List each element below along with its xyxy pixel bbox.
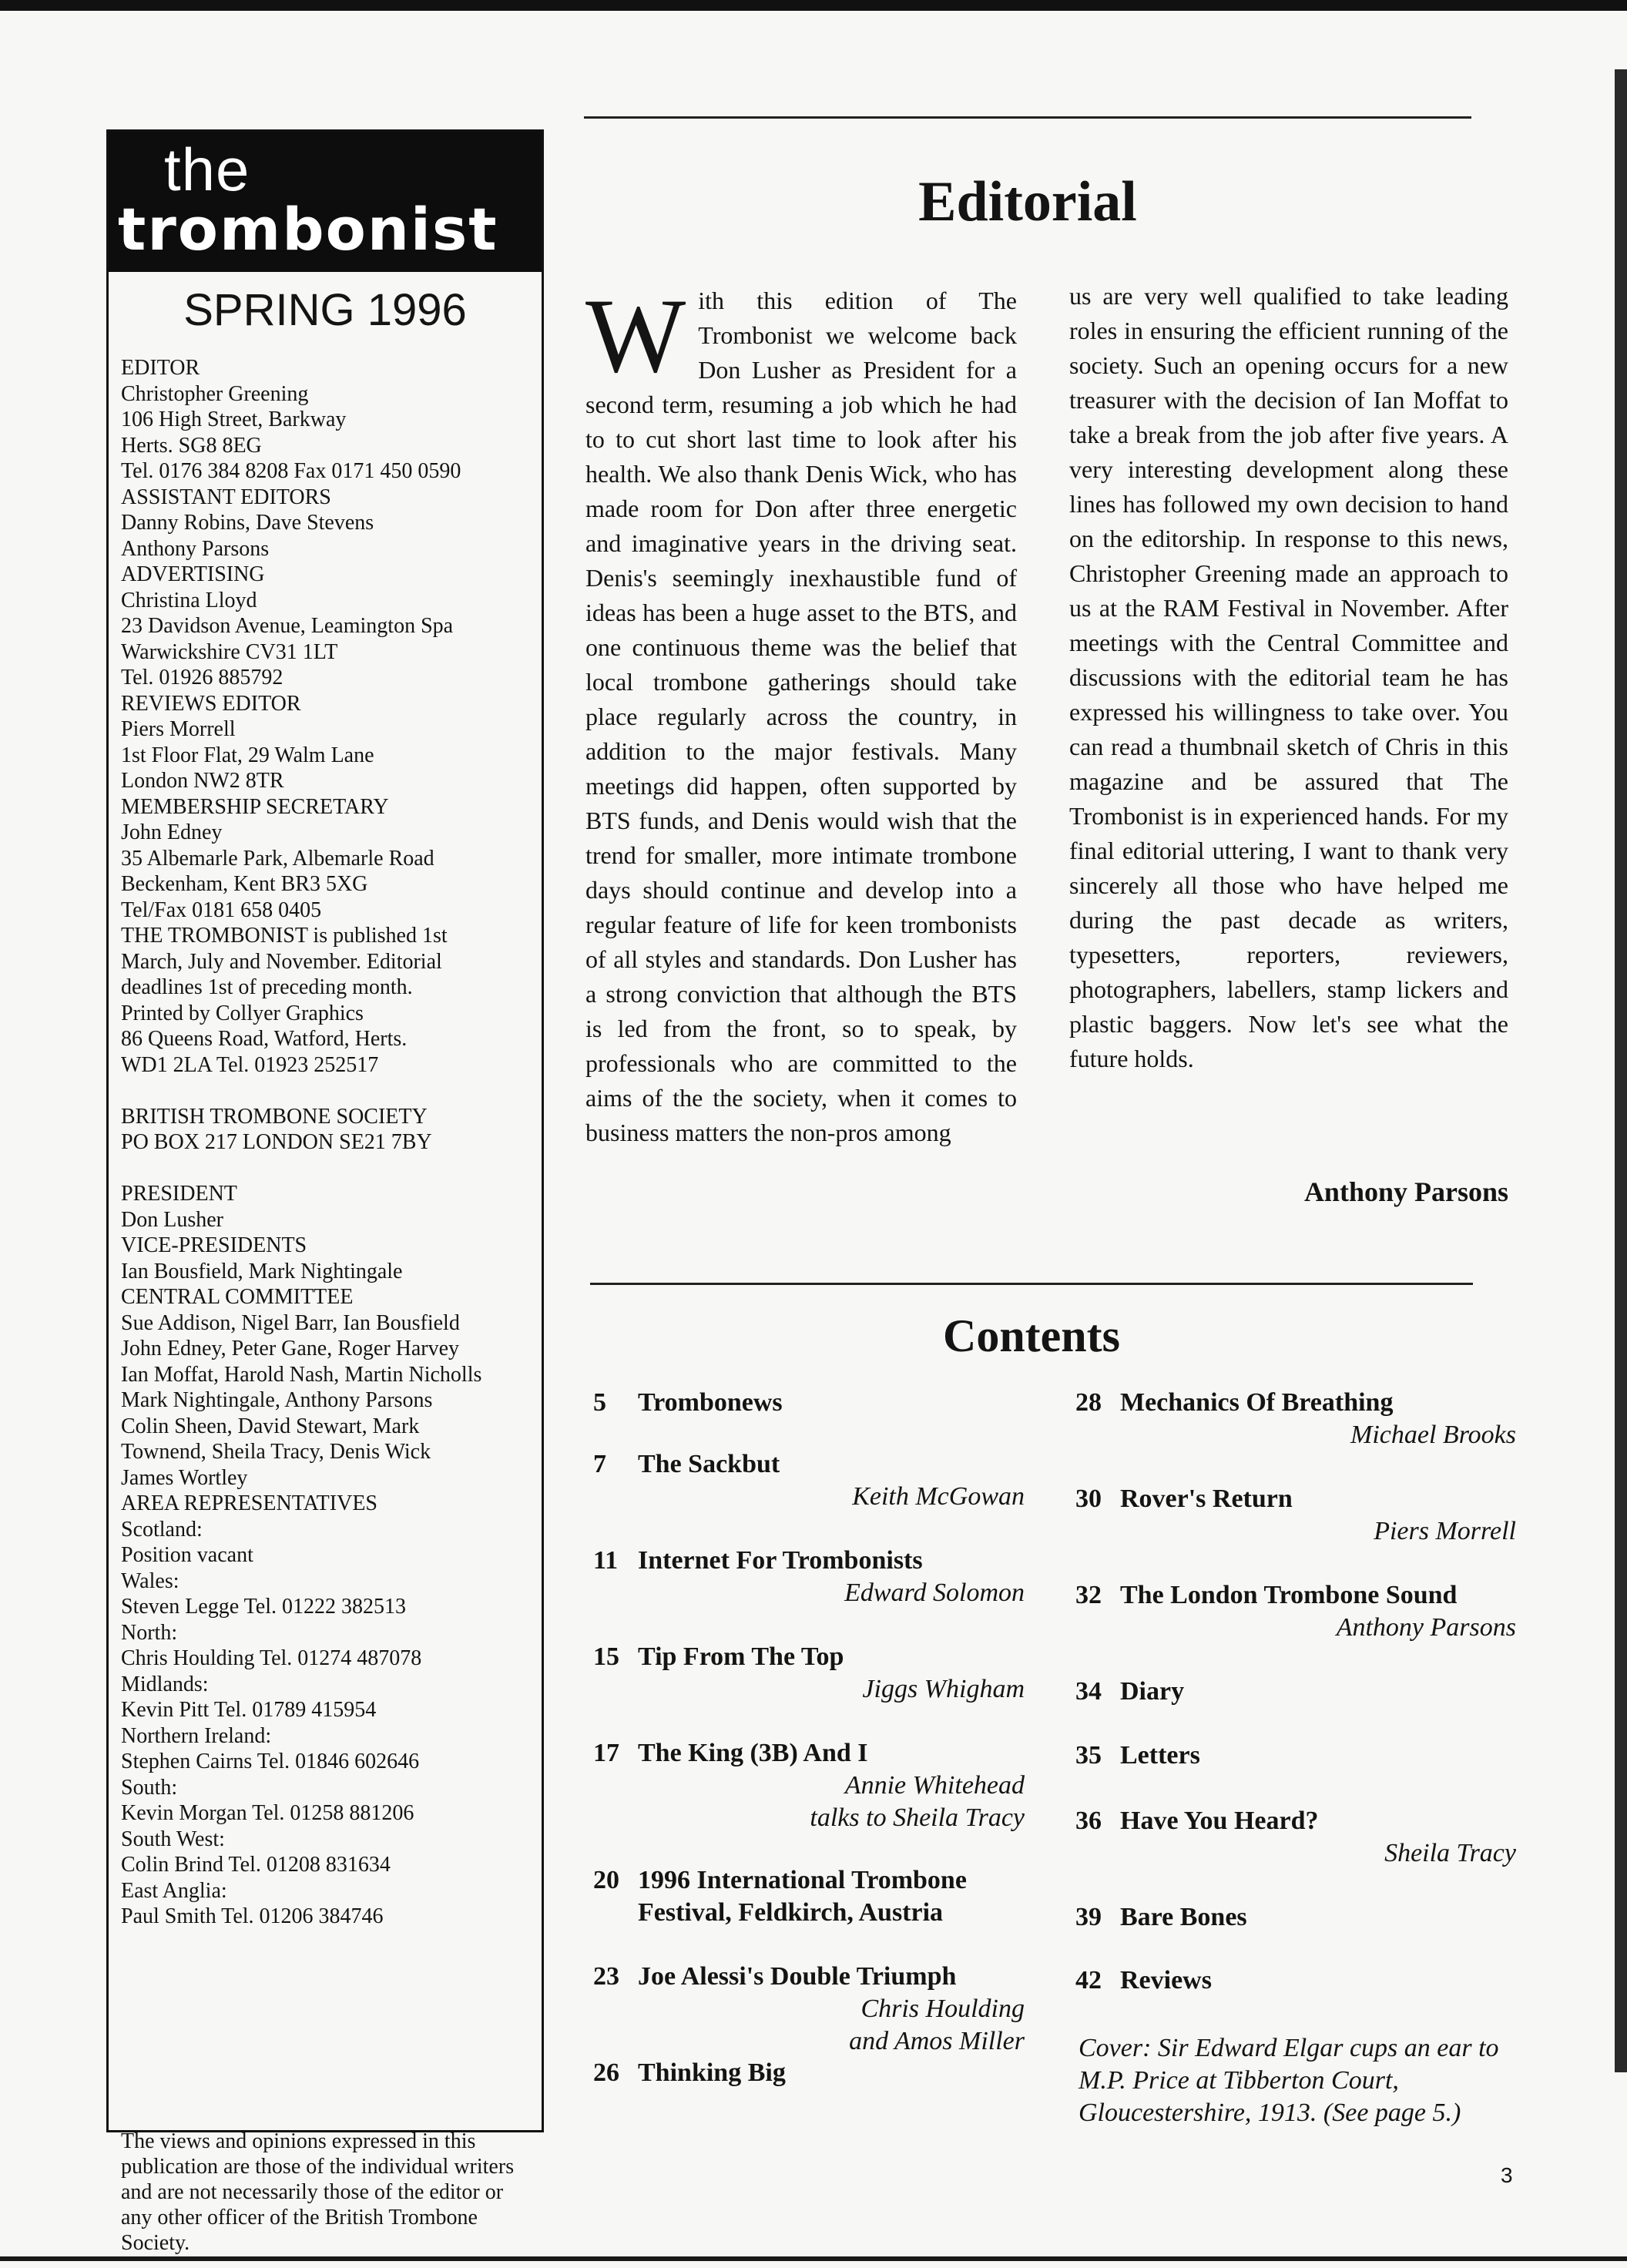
entry-page: 7 <box>593 1450 606 1478</box>
masthead-line: Scotland: <box>121 1517 203 1542</box>
editorial-title: Editorial <box>918 170 1137 233</box>
masthead-line: East Anglia: <box>121 1878 227 1903</box>
top-scan-edge <box>0 0 1627 11</box>
entry-page: 35 <box>1075 1741 1102 1770</box>
masthead-line: REVIEWS EDITOR <box>121 691 301 716</box>
entry-author: Anthony Parsons <box>1336 1613 1516 1642</box>
entry-title-cont: Festival, Feldkirch, Austria <box>638 1898 944 1927</box>
entry-page: 26 <box>593 2058 619 2087</box>
masthead-credits <box>121 355 537 1930</box>
cover-caption: Cover: Sir Edward Elgar cups an ear to M.P. Price at Tibberton Court, Gloucestershire, 1913. (See page 5.) <box>1079 2034 1499 2127</box>
masthead-line: James Wortley <box>121 1465 248 1490</box>
masthead-line: Herts. SG8 8EG <box>121 433 262 458</box>
entry-author: Edward Solomon <box>844 1579 1025 1607</box>
contents-rule <box>590 1283 1473 1285</box>
masthead-line: VICE-PRESIDENTS <box>121 1233 307 1257</box>
masthead-line: Ian Bousfield, Mark Nightingale <box>121 1259 403 1283</box>
entry-author: Chris Houlding <box>860 1995 1025 2023</box>
contents-entry <box>1075 1805 1516 1870</box>
masthead-line: Piers Morrell <box>121 717 236 741</box>
masthead-line: March, July and November. Editorial <box>121 949 442 974</box>
masthead-line: South West: <box>121 1827 225 1851</box>
entry-page: 11 <box>593 1546 619 1575</box>
right-scan-edge <box>1615 69 1627 2072</box>
entry-page: 15 <box>593 1642 619 1671</box>
entry-title: Thinking Big <box>638 2058 786 2087</box>
masthead-line: Townend, Sheila Tracy, Denis Wick <box>121 1440 431 1464</box>
editorial-signature: Anthony Parsons <box>1303 1176 1508 1207</box>
logo-name: trombonist <box>118 195 498 263</box>
masthead-line: deadlines 1st of preceding month. <box>121 975 413 999</box>
entry-author: Keith McGowan <box>852 1482 1025 1511</box>
masthead-line: Stephen Cairns Tel. 01846 602646 <box>121 1750 420 1773</box>
masthead-line: ADVERTISING <box>121 562 265 586</box>
masthead-line: Steven Legge Tel. 01222 382513 <box>121 1595 407 1619</box>
masthead-panel <box>106 129 544 2255</box>
masthead-line: South: <box>121 1775 178 1800</box>
entry-page: 36 <box>1075 1807 1102 1835</box>
contents-entry <box>1075 1676 1516 1708</box>
entry-page: 23 <box>593 1962 619 1991</box>
editorial-column-1 <box>585 277 1017 1150</box>
magazine-logo <box>109 132 542 272</box>
entry-title: Trombonews <box>638 1388 783 1417</box>
masthead-line: EDITOR <box>121 356 200 380</box>
masthead-line: Ian Moffat, Harold Nash, Martin Nicholls <box>121 1362 482 1387</box>
masthead-line: ASSISTANT EDITORS <box>121 485 331 509</box>
bottom-scan-edge <box>0 2256 1627 2261</box>
entry-author: Michael Brooks <box>1350 1421 1516 1449</box>
masthead-line: Tel. 01926 885792 <box>121 666 283 689</box>
masthead-line: North: <box>121 1620 178 1645</box>
masthead-line: Warwickshire CV31 1LT <box>121 639 338 664</box>
entry-title: The King (3B) And I <box>638 1739 868 1767</box>
entry-page: 39 <box>1075 1903 1102 1931</box>
editorial-rule <box>584 116 1471 119</box>
masthead-line: Tel. 0176 384 8208 Fax 0171 450 0590 <box>121 459 461 483</box>
entry-title: Have You Heard? <box>1120 1807 1319 1835</box>
entry-title: Mechanics Of Breathing <box>1120 1388 1394 1417</box>
entry-page: 30 <box>1075 1485 1102 1513</box>
contents-entry <box>593 1641 1025 1706</box>
contents-entry <box>593 1864 1025 1929</box>
drop-cap: W <box>585 277 686 394</box>
contents-entry <box>1075 1740 1516 1772</box>
issue-title: SPRING 1996 <box>183 285 467 335</box>
entry-author: Jiggs Whigham <box>862 1675 1025 1703</box>
entry-page: 5 <box>593 1388 606 1417</box>
entry-author-cont: and Amos Miller <box>849 2027 1025 2055</box>
masthead-line: BRITISH TROMBONE SOCIETY <box>121 1104 428 1129</box>
entry-author-cont: talks to Sheila Tracy <box>810 1803 1025 1832</box>
masthead-line: John Edney, Peter Gane, Roger Harvey <box>121 1337 460 1360</box>
masthead-line: Tel/Fax 0181 658 0405 <box>121 897 322 922</box>
masthead-line <box>121 1078 537 1104</box>
entry-author: Annie Whitehead <box>844 1771 1025 1800</box>
masthead-line: Printed by Collyer Graphics <box>121 1001 364 1025</box>
masthead-line: 35 Albemarle Park, Albemarle Road <box>121 846 434 871</box>
masthead-line: THE TROMBONIST is published 1st <box>121 924 448 948</box>
masthead-line: Colin Brind Tel. 01208 831634 <box>121 1853 391 1877</box>
masthead-line: 106 High Street, Barkway <box>121 408 347 431</box>
contents-entry <box>1075 1579 1516 1644</box>
masthead-line: PO BOX 217 LONDON SE21 7BY <box>121 1130 432 1154</box>
entry-title: Joe Alessi's Double Triumph <box>638 1962 957 1991</box>
contents-entry <box>593 1961 1025 2058</box>
masthead-line: PRESIDENT <box>121 1182 237 1206</box>
masthead-line: Colin Sheen, David Stewart, Mark <box>121 1414 420 1438</box>
contents-title: Contents <box>942 1310 1120 1361</box>
masthead-line: Christopher Greening <box>121 381 309 406</box>
contents-entry <box>1075 1387 1516 1451</box>
entry-title: Reviews <box>1120 1966 1212 1995</box>
masthead-line: 1st Floor Flat, 29 Walm Lane <box>121 743 374 767</box>
entry-page: 42 <box>1075 1966 1102 1995</box>
masthead-line: 86 Queens Road, Watford, Herts. <box>121 1027 408 1051</box>
contents-entry <box>593 1448 1025 1513</box>
contents-entry <box>593 1545 1025 1609</box>
disclaimer: The views and opinions expressed in this publication are those of the individual writers and are not necessarily those of the editor or any other officer of the British Trombone Society. <box>121 2129 515 2255</box>
masthead-line: Beckenham, Kent BR3 5XG <box>121 872 368 896</box>
contents-entry <box>593 1737 1025 1834</box>
masthead-line: Anthony Parsons <box>121 536 270 561</box>
entry-page: 28 <box>1075 1388 1102 1417</box>
masthead-line: AREA REPRESENTATIVES <box>121 1491 378 1515</box>
entry-author: Piers Morrell <box>1374 1517 1516 1545</box>
masthead-line: WD1 2LA Tel. 01923 252517 <box>121 1052 379 1077</box>
masthead-line: Midlands: <box>121 1672 209 1696</box>
masthead-line: Paul Smith Tel. 01206 384746 <box>121 1904 384 1928</box>
masthead-line: Kevin Pitt Tel. 01789 415954 <box>121 1698 377 1722</box>
masthead-line <box>121 1156 537 1182</box>
contents-entry <box>1075 1964 1516 1997</box>
entry-title: Bare Bones <box>1120 1903 1247 1931</box>
masthead-line: Wales: <box>121 1568 179 1593</box>
contents-entry <box>593 2057 1025 2089</box>
entry-title: Internet For Trombonists <box>638 1546 923 1575</box>
contents-entry <box>593 1387 1025 1419</box>
masthead-line: Mark Nightingale, Anthony Parsons <box>121 1388 433 1412</box>
masthead-line: MEMBERSHIP SECRETARY <box>121 794 389 819</box>
masthead-line: CENTRAL COMMITTEE <box>121 1285 354 1309</box>
entry-author: Sheila Tracy <box>1384 1839 1516 1867</box>
entry-title: Letters <box>1120 1741 1200 1770</box>
editorial-column-2: us are very well qualified to take leading roles in ensuring the efficient running of the society. Such an opening occurs for a new treasurer with the decision of Ian Moffat to take a break from the job after five years. A very interesting development along these lines has followed my own decision to hand on the editorship. In response to this news, Christopher Greening made an approach to us at the RAM Festival in November. After meetings with the Central Committee and discussions with the editorial team he has expressed his willingness to take over. You can read a thumbnail sketch of Chris in this magazine and be assured that The Trombonist is in experienced hands. For my final editorial uttering, I want to thank very sincerely all those who have helped me during the past decade as writers, typesetters, reporters, reviewers, photographers, labellers, stamp lickers and plastic baggers. Now let's see what the future holds. <box>1069 282 1508 1072</box>
masthead-line: Danny Robins, Dave Stevens <box>121 511 374 535</box>
masthead-line: Don Lusher <box>121 1207 223 1232</box>
masthead-line: London NW2 8TR <box>121 769 284 793</box>
entry-title: 1996 International Trombone <box>638 1866 967 1894</box>
entry-title: Diary <box>1120 1677 1185 1706</box>
entry-page: 20 <box>593 1866 619 1894</box>
masthead-line: Position vacant <box>121 1543 253 1567</box>
masthead-line: Christina Lloyd <box>121 588 257 612</box>
masthead-line: Kevin Morgan Tel. 01258 881206 <box>121 1801 414 1825</box>
entry-page: 32 <box>1075 1581 1102 1609</box>
entry-title: The London Trombone Sound <box>1120 1581 1458 1609</box>
entry-page: 34 <box>1075 1677 1102 1706</box>
editorial-text-1: ith this edition of The Trombonist we welcome back Don Lusher as President for a second term, resuming a job which he had to to cut short last time to look after his health. We also thank Denis Wick, who has made room for Don after three energetic and imaginative years in the driving seat. Denis's seemingly inexhaustible fund of ideas has been a huge asset to the BTS, and one continuous theme was the belief that local trombone gatherings should take place regularly across the country, in addition to the major festivals. Many meetings did happen, often supported by BTS funds, and Denis would wish that the trend for smaller, more intimate trombone days should continue and develop into a regular feature of life for keen trombonists of all styles and standards. Don Lusher has a strong conviction that although the BTS is led from the front, so to speak, by professionals who are committed to the aims of the the society, when it comes to business matters the non-pros among <box>585 287 1017 1146</box>
contents-entry <box>1075 1483 1516 1548</box>
masthead-line: Sue Addison, Nigel Barr, Ian Bousfield <box>121 1310 460 1335</box>
entry-title: Tip From The Top <box>638 1642 844 1671</box>
masthead-line: John Edney <box>121 820 223 844</box>
logo-the: the <box>164 136 250 203</box>
masthead-line: Northern Ireland: <box>121 1723 272 1748</box>
entry-title: Rover's Return <box>1120 1485 1293 1513</box>
masthead-line: 23 Davidson Avenue, Leamington Spa <box>121 614 454 638</box>
entry-title: The Sackbut <box>638 1450 780 1478</box>
contents-entry <box>1075 1901 1516 1934</box>
page-number: 3 <box>1501 2163 1513 2187</box>
entry-page: 17 <box>593 1739 619 1767</box>
masthead-line: Chris Houlding Tel. 01274 487078 <box>121 1646 422 1670</box>
